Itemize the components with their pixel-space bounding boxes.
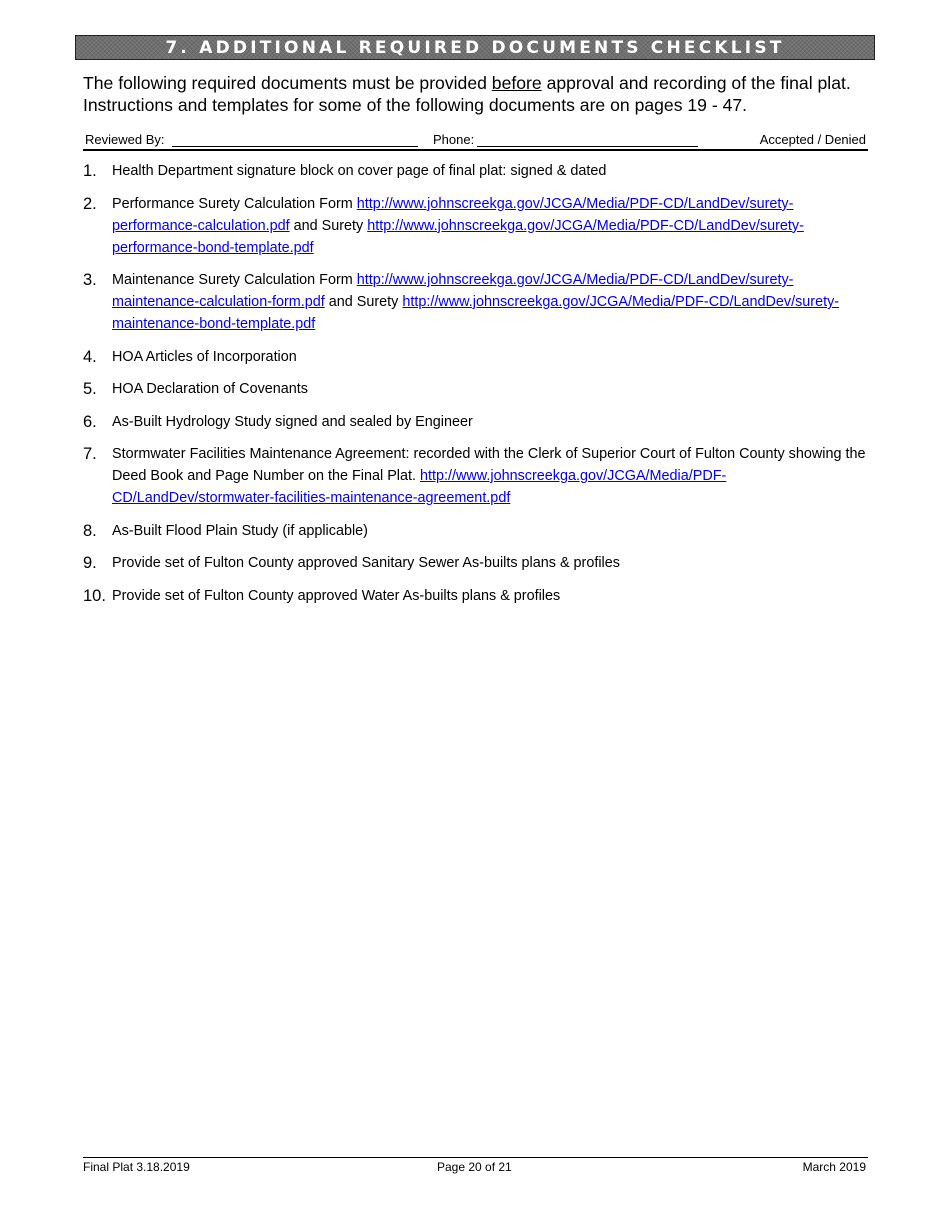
phone-field[interactable] <box>477 146 698 147</box>
footer-page-number: Page 20 of 21 <box>437 1160 512 1174</box>
item-text: As-Built Hydrology Study signed and sealed by Engineer <box>112 413 473 430</box>
item-text: and Surety <box>324 294 403 310</box>
item-text: Performance Surety Calculation Form <box>112 195 357 212</box>
item-number: 2. <box>83 194 97 213</box>
checklist-item-9 <box>83 552 873 574</box>
maintenance-calculation-link[interactable]: http://www.johnscreekga.gov/JCGA/Media/PDF-CD/LandDev/surety-maintenance-calculation-form.pdf <box>112 272 794 310</box>
review-row <box>83 130 868 151</box>
page-footer <box>83 1157 868 1174</box>
item-number: 5. <box>83 380 97 398</box>
item-text: HOA Articles of Incorporation <box>112 348 297 365</box>
item-text: Stormwater Facilities Maintenance Agreement: recorded with the Clerk of Superior Court of Fulton County showing the Deed Book and Page Number on the Final Plat. <box>112 446 866 484</box>
maintenance-bond-template-link[interactable]: http://www.johnscreekga.gov/JCGA/Media/PDF-CD/LandDev/surety-maintenance-bond-template.pdf <box>112 294 840 332</box>
checklist-item-7 <box>83 443 873 509</box>
item-text: Health Department signature block on cover page of final plat: signed & dated <box>112 163 607 179</box>
item-text: Maintenance Surety Calculation Form <box>112 272 357 288</box>
intro-underlined-word: before <box>491 73 542 93</box>
checklist-item-10 <box>83 585 873 607</box>
checklist-item-4 <box>83 346 873 368</box>
item-text: and Surety <box>289 217 368 234</box>
item-number: 1. <box>83 162 97 180</box>
reviewed-by-field[interactable] <box>172 146 418 147</box>
footer-date: March 2019 <box>802 1160 866 1174</box>
stormwater-agreement-link[interactable]: http://www.johnscreekga.gov/JCGA/Media/PDF-CD/LandDev/stormwater-facilities-maintenance-agreement.pdf <box>112 468 727 506</box>
checklist-item-3 <box>83 269 873 335</box>
item-number: 3. <box>83 271 97 289</box>
item-number: 6. <box>83 412 97 431</box>
item-text: Provide set of Fulton County approved Sanitary Sewer As-builts plans & profiles <box>112 555 620 571</box>
item-number: 4. <box>83 347 97 366</box>
phone-label: Phone: <box>433 132 475 147</box>
item-number: 10. <box>83 586 106 605</box>
intro-text-end: approval and recording of the final plat. Instructions and templates for some of the following documents are on pages 19 - 47. <box>83 73 851 115</box>
item-text: HOA Declaration of Covenants <box>112 381 308 397</box>
item-number: 8. <box>83 521 97 540</box>
performance-bond-template-link[interactable]: http://www.johnscreekga.gov/JCGA/Media/PDF-CD/LandDev/surety-performance-bond-template.pdf <box>112 217 804 256</box>
checklist-item-8 <box>83 520 873 542</box>
item-number: 9. <box>83 554 97 572</box>
footer-document-name: Final Plat 3.18.2019 <box>83 1160 190 1174</box>
accepted-denied-label: Accepted / Denied <box>759 132 866 147</box>
intro-text-start: The following required documents must be provided <box>83 73 492 93</box>
checklist-item-1 <box>83 160 873 182</box>
reviewed-by-label: Reviewed By: <box>85 132 165 147</box>
item-number: 7. <box>83 445 97 463</box>
item-text: As-Built Flood Plain Study (if applicable) <box>112 522 368 539</box>
intro-paragraph <box>83 72 873 116</box>
checklist-item-6 <box>83 411 873 433</box>
checklist <box>83 160 873 617</box>
checklist-item-5 <box>83 378 873 400</box>
performance-calculation-link[interactable]: http://www.johnscreekga.gov/JCGA/Media/PDF-CD/LandDev/surety-performance-calculation.pdf <box>112 195 794 234</box>
item-text: Provide set of Fulton County approved Water As-builts plans & profiles <box>112 587 561 604</box>
section-header: 7. ADDITIONAL REQUIRED DOCUMENTS CHECKLIST <box>75 35 875 60</box>
checklist-item-2 <box>83 193 873 259</box>
